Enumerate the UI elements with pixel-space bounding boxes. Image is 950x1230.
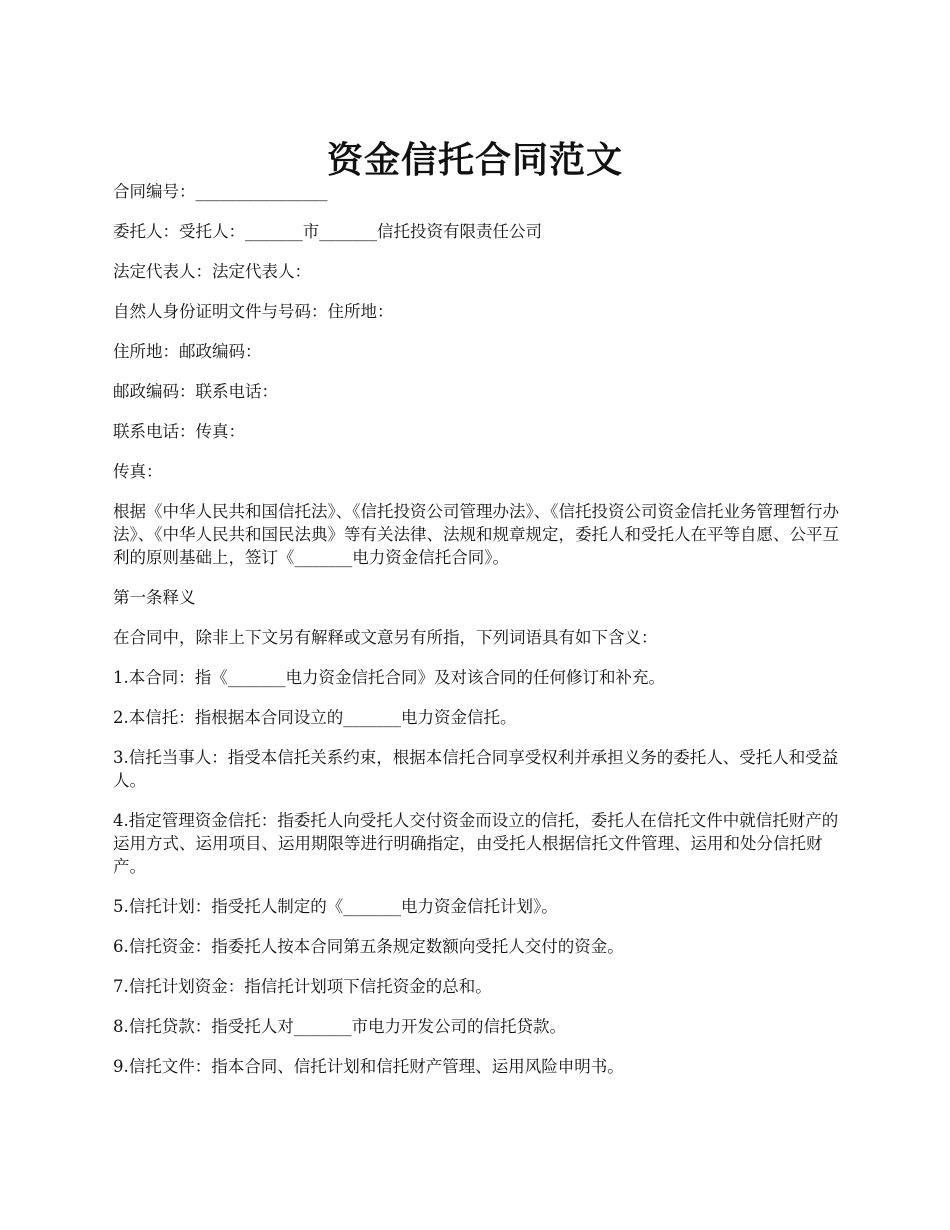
document-body [113, 180, 853, 1095]
definition-item: 7.信托计划资金：指信托计划项下信托资金的总和。 [113, 977, 492, 996]
definitions-intro: 在合同中，除非上下文另有解释或文意另有所指，下列词语具有如下含义： [113, 628, 658, 647]
article-heading: 第一条释义 [113, 588, 196, 607]
address-line: 住所地：邮政编码： [113, 342, 262, 361]
contract-number-line: 合同编号：________________ [113, 182, 328, 201]
fax-line: 传真： [113, 462, 163, 481]
definition-item: 3.信托当事人：指受本信托关系约束，根据本信托合同享受权利并承担义务的委托人、受托人和受益人。 [113, 748, 839, 790]
phone-line: 联系电话：传真： [113, 422, 245, 441]
document-title: 资金信托合同范文 [326, 139, 623, 182]
parties-line: 委托人：受托人：_______市_______信托投资有限责任公司 [113, 222, 542, 241]
definition-item: 2.本信托：指根据本合同设立的_______电力资金信托。 [113, 708, 517, 727]
definition-item: 6.信托资金：指委托人按本合同第五条规定数额向受托人交付的资金。 [113, 937, 624, 956]
definition-item: 9.信托文件：指本合同、信托计划和信托财产管理、运用风险申明书。 [113, 1057, 624, 1076]
definition-item: 4.指定管理资金信托：指委托人向受托人交付资金而设立的信托，委托人在信托文件中就信托财产的运用方式、运用项目、运用期限等进行明确指定，由受托人根据信托文件管理、运用和处分信托财产。 [113, 811, 839, 876]
definition-item: 1.本合同：指《_______电力资金信托合同》及对该合同的任何修订和补充。 [113, 668, 665, 687]
definition-item: 8.信托贷款：指受托人对_______市电力开发公司的信托贷款。 [113, 1017, 566, 1036]
definition-item: 5.信托计划：指受托人制定的《_______电力资金信托计划》。 [113, 897, 558, 916]
preamble-paragraph: 根据《中华人民共和国信托法》、《信托投资公司管理办法》、《信托投资公司资金信托业务管理暂行办法》、《中华人民共和国民法典》等有关法律、法规和规章规定，委托人和受托人在平等自愿、公平互利的原则基础上，签订《_______电力资金信托合同》。 [113, 502, 839, 567]
postal-code-line: 邮政编码：联系电话： [113, 382, 278, 401]
legal-representative-line: 法定代表人：法定代表人： [113, 262, 311, 281]
id-document-line: 自然人身份证明文件与号码：住所地： [113, 302, 394, 321]
